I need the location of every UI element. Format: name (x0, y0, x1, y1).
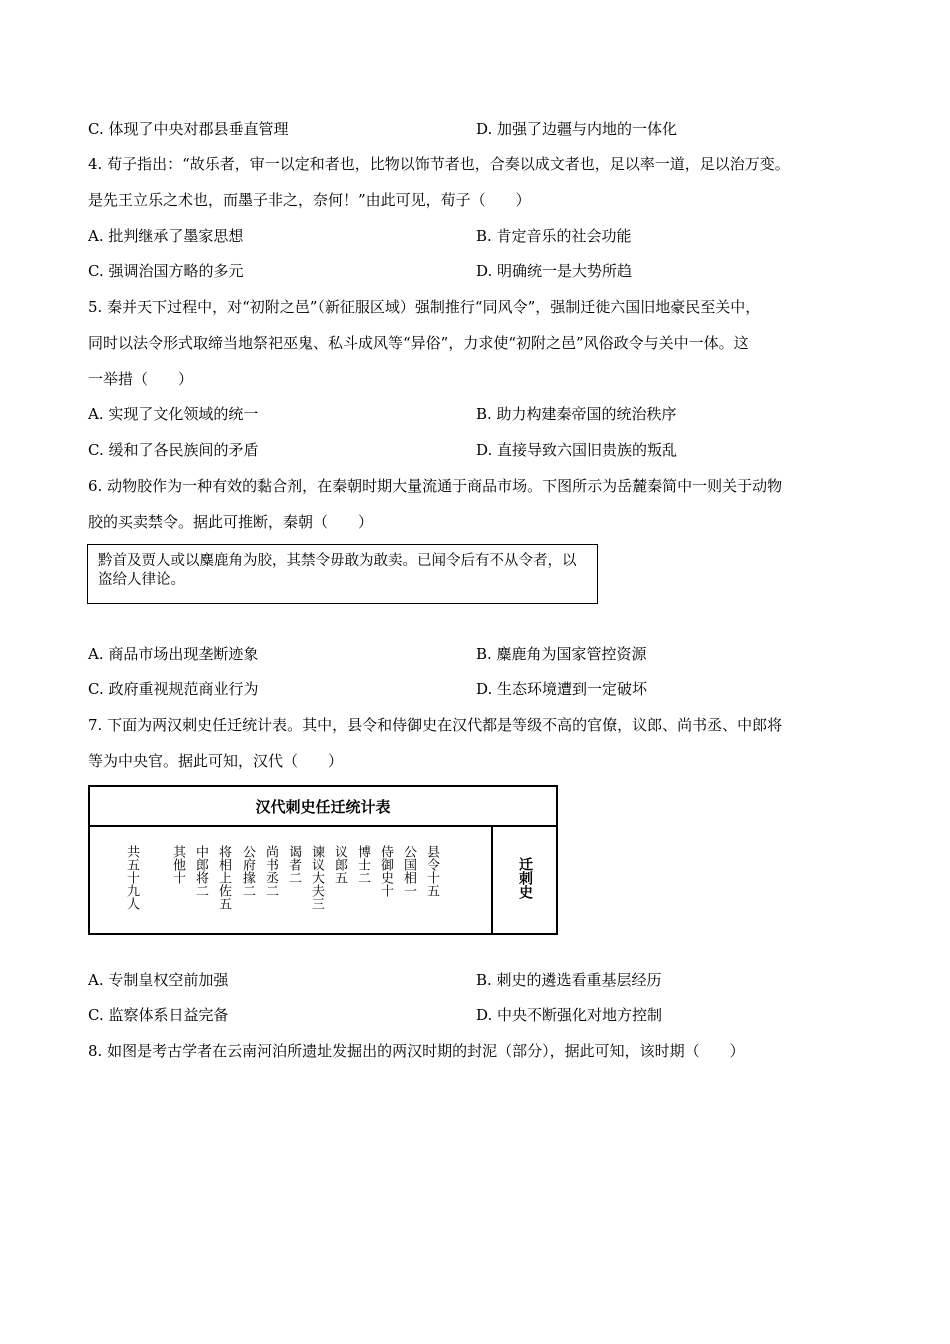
q7-option-c[interactable]: C. 监察体系日益完备 (88, 1006, 229, 1024)
q6-option-c[interactable]: C. 政府重视规范商业行为 (88, 680, 259, 698)
q7-option-d[interactable]: D. 中央不断强化对地方控制 (476, 1006, 663, 1024)
q7-stem-line2: 等为中央官。据此可知，汉代（ ） (88, 752, 344, 770)
q4-option-d[interactable]: D. 明确统一是大势所趋 (476, 262, 633, 280)
q7-table-col: 谒者二 (286, 845, 301, 884)
q7-table-col: 谏议大夫三 (309, 845, 324, 910)
q7-table-col: 中郎将二 (193, 845, 208, 897)
q5-stem-line1: 5. 秦并天下过程中，对“初附之邑”（新征服区域）强制推行“同风令”，强制迁徙六国旧地豪民至关中， (88, 298, 761, 316)
q7-table-col: 共五十九人 (124, 845, 139, 910)
q7-table-col: 尚书丞二 (263, 845, 278, 897)
q4-stem-line2: 是先王立乐之术也，而墨子非之，奈何！”由此可见，荀子（ ） (88, 191, 531, 209)
q5-option-c[interactable]: C. 缓和了各民族间的矛盾 (88, 441, 259, 459)
q5-option-a[interactable]: A. 实现了文化领域的统一 (88, 405, 259, 423)
q5-option-b[interactable]: B. 助力构建秦帝国的统治秩序 (476, 405, 677, 423)
q7-table-col: 公府掾二 (240, 845, 255, 897)
q7-table-title: 汉代刺史任迁统计表 (90, 787, 556, 827)
q6-option-b[interactable]: B. 麋鹿角为国家管控资源 (476, 645, 647, 663)
q3-option-d[interactable]: D. 加强了边疆与内地的一体化 (476, 120, 678, 138)
q7-table-col: 议郎五 (332, 845, 347, 884)
q6-quote-box: 黔首及贾人或以麋鹿角为胶，其禁令毋敢为敢卖。已闻令后有不从令者，以盗给人律论。 (87, 544, 598, 604)
q7-table-col: 其他十 (170, 845, 185, 884)
q7-option-a[interactable]: A. 专制皇权空前加强 (88, 971, 229, 989)
q7-table-col: 博士二 (355, 845, 370, 884)
q6-stem-line1: 6. 动物胶作为一种有效的黏合剂，在秦朝时期大量流通于商品市场。下图所示为岳麓秦简中一则关于动物 (88, 477, 783, 495)
q7-table-col: 将相上佐五 (216, 845, 231, 910)
q4-stem-line1: 4. 荀子指出：“故乐者，审一以定和者也，比物以饰节者也，合奏以成文者也，足以率一道，足以治万变。 (88, 155, 790, 173)
q7-table-header: 迁刺史 (517, 857, 533, 899)
q8-stem-line1: 8. 如图是考古学者在云南河泊所遗址发掘出的两汉时期的封泥（部分），据此可知，该时期（ ） (88, 1042, 745, 1060)
q5-option-d[interactable]: D. 直接导致六国旧贵族的叛乱 (476, 441, 678, 459)
q6-stem-line2: 胶的买卖禁令。据此可推断，秦朝（ ） (88, 513, 374, 531)
q7-stats-table (88, 785, 558, 935)
q4-option-a[interactable]: A. 批判继承了墨家思想 (88, 227, 244, 245)
q7-table-col: 县令十五 (424, 845, 439, 897)
q5-stem-line3: 一举措（ ） (88, 370, 194, 388)
q6-option-a[interactable]: A. 商品市场出现垄断迹象 (88, 645, 259, 663)
q7-option-b[interactable]: B. 刺史的遴选看重基层经历 (476, 971, 662, 989)
q4-option-b[interactable]: B. 肯定音乐的社会功能 (476, 227, 632, 245)
q7-table-col: 公国相一 (401, 845, 416, 897)
q7-table-col: 侍御史十 (378, 845, 393, 897)
q7-stem-line1: 7. 下面为两汉刺史任迁统计表。其中，县令和侍御史在汉代都是等级不高的官僚，议郎、尚书丞、中郎将 (88, 716, 783, 734)
q4-option-c[interactable]: C. 强调治国方略的多元 (88, 262, 244, 280)
q7-table-divider (491, 827, 493, 933)
q5-stem-line2: 同时以法令形式取缔当地祭祀巫鬼、私斗成风等“异俗”，力求使“初附之邑”风俗政令与关中一体。这 (88, 334, 749, 352)
q6-option-d[interactable]: D. 生态环境遭到一定破坏 (476, 680, 648, 698)
q3-option-c[interactable]: C. 体现了中央对郡县垂直管理 (88, 120, 289, 138)
